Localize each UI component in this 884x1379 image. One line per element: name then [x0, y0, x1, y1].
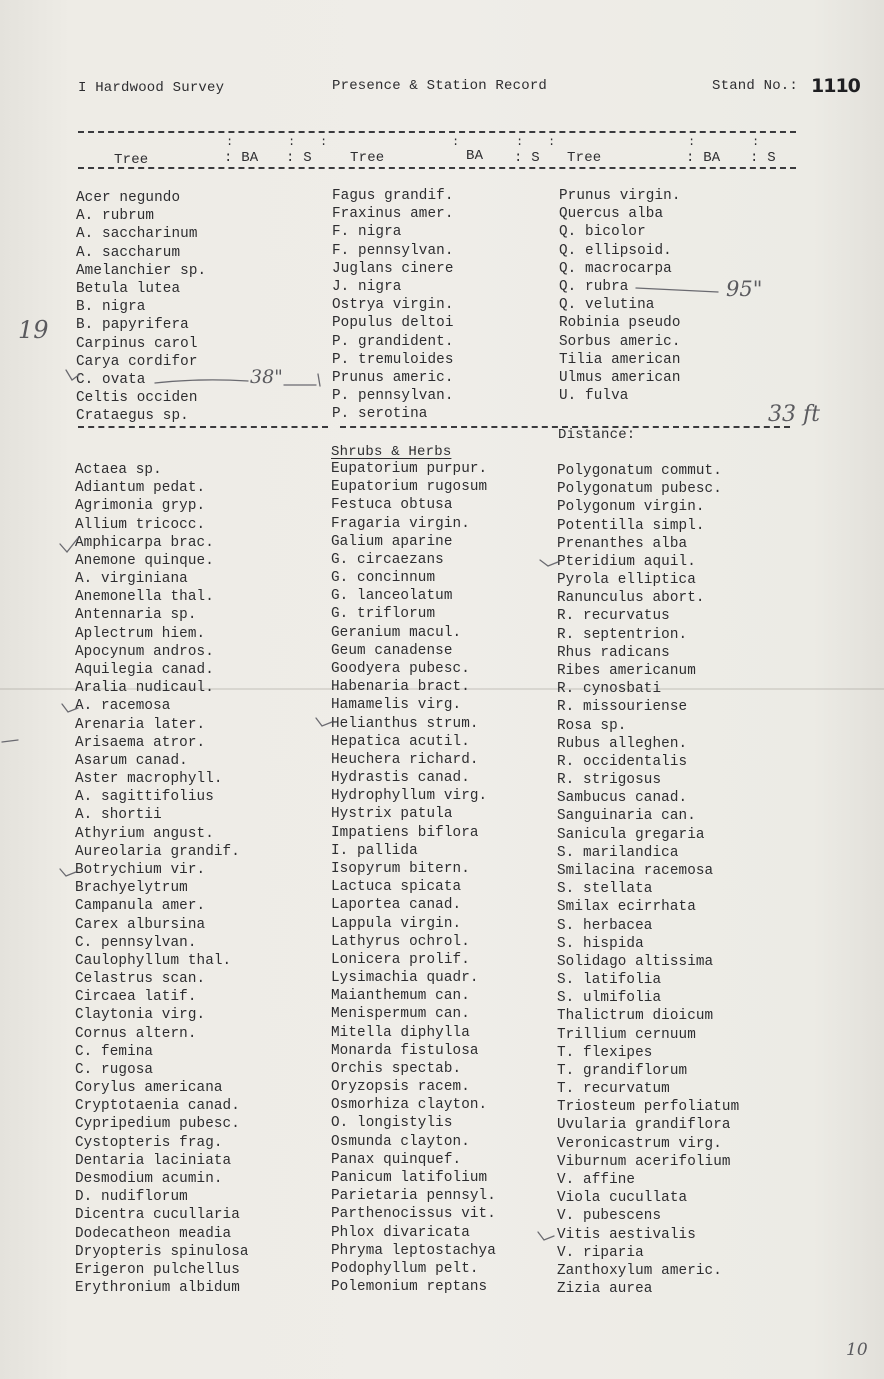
col-header-s: : S: [286, 150, 312, 166]
checkmark-icon: [60, 869, 76, 876]
list-item: R. cynosbati: [557, 681, 662, 698]
col-header-s: : S: [514, 150, 540, 166]
list-item: Hystrix patula: [331, 806, 453, 823]
list-item: Juglans cinere: [332, 260, 454, 277]
list-item: R. recurvatus: [557, 608, 670, 625]
list-item: Lathyrus ochrol.: [331, 933, 470, 950]
list-item: Lonicera prolif.: [331, 951, 470, 968]
list-item: Quercus alba: [559, 206, 664, 223]
list-item: Dryopteris spinulosa: [75, 1243, 249, 1260]
list-item: P. serotina: [332, 406, 428, 423]
list-item: Dicentra cucullaria: [75, 1207, 240, 1224]
list-item: Pteridium aquil.: [557, 553, 696, 570]
list-item: S. ulmifolia: [557, 990, 662, 1007]
col-header-tree: Tree: [350, 150, 385, 166]
checkmark-icon: [66, 370, 80, 380]
list-item: Desmodium acumin.: [75, 1171, 223, 1188]
list-item: Dentaria laciniata: [75, 1152, 232, 1169]
list-item: Parietaria pennsyl.: [331, 1188, 496, 1205]
list-item: Smilacina racemosa: [557, 862, 714, 879]
list-item: A. saccharinum: [76, 226, 198, 243]
list-item: Phlox divaricata: [331, 1224, 470, 1241]
list-item: Brachyelytrum: [75, 880, 188, 897]
list-item: A. saccharum: [76, 244, 181, 261]
list-item: Q. velutina: [559, 297, 655, 314]
list-item: Arenaria later.: [75, 716, 206, 733]
list-item: Sambucus canad.: [557, 790, 688, 807]
list-item: C. rugosa: [75, 1061, 154, 1078]
list-item: C. pennsylvan.: [75, 934, 197, 951]
list-item: Polygonatum pubesc.: [557, 481, 722, 498]
list-item: S. stellata: [557, 881, 653, 898]
list-item: Geum canadense: [331, 642, 453, 659]
list-item: T. grandiflorum: [557, 1062, 688, 1079]
list-item: Fragaria virgin.: [331, 515, 470, 532]
list-item: Celtis occiden: [76, 390, 198, 407]
col-header-ba: : BA: [224, 150, 259, 166]
list-item: Q. ellipsoid.: [559, 242, 672, 259]
list-item: A. racemosa: [75, 698, 171, 715]
list-item: Tilia american: [559, 351, 681, 368]
list-item: Polemonium reptans: [331, 1279, 488, 1296]
list-item: Viola cucullata: [557, 1190, 688, 1207]
list-item: Cystopteris frag.: [75, 1134, 223, 1151]
ovata-ba-note: 38": [250, 366, 283, 388]
list-item: Fagus grandif.: [332, 188, 454, 204]
list-item: Circaea latif.: [75, 989, 197, 1006]
list-item: Amphicarpa brac.: [75, 534, 214, 551]
list-item: Maianthemum can.: [331, 988, 470, 1005]
list-item: Sorbus americ.: [559, 333, 681, 350]
list-item: Q. macrocarpa: [559, 260, 672, 277]
list-item: Oryzopsis racem.: [331, 1079, 470, 1096]
rubra-ba-note: 95": [726, 277, 763, 301]
list-item: Polygonatum commut.: [557, 463, 722, 479]
list-item: Festuca obtusa: [331, 497, 453, 514]
list-item: Galium aparine: [331, 533, 453, 550]
list-item: R. occidentalis: [557, 753, 688, 770]
list-item: Mitella diphylla: [331, 1024, 470, 1041]
list-item: Anemonella thal.: [75, 589, 214, 606]
list-item: Erigeron pulchellus: [75, 1261, 240, 1278]
col-header-s: : S: [750, 150, 776, 166]
list-item: Celastrus scan.: [75, 971, 206, 988]
list-item: Laportea canad.: [331, 897, 462, 914]
list-item: Parthenocissus vit.: [331, 1206, 496, 1223]
col-sep: :: [320, 135, 328, 149]
list-item: Ulmus american: [559, 370, 681, 386]
list-item: Viburnum acerifolium: [557, 1153, 731, 1170]
list-item: S. herbacea: [557, 917, 653, 934]
list-item: P. pennsylvan.: [332, 388, 454, 405]
list-item: Veronicastrum virg.: [557, 1135, 722, 1152]
list-item: G. circaezans: [331, 551, 444, 568]
list-item: Fraxinus amer.: [332, 206, 454, 223]
list-item: Botrychium vir.: [75, 861, 206, 878]
stand-number: 1110: [811, 75, 860, 97]
list-item: Rhus radicans: [557, 644, 670, 661]
list-item: Aralia nudicaul.: [75, 680, 214, 697]
list-item: Allium tricocc.: [75, 516, 206, 533]
list-item: F. nigra: [332, 224, 402, 241]
list-item: S. hispida: [557, 935, 644, 952]
list-item: Apocynum andros.: [75, 643, 214, 660]
list-item: U. fulva: [559, 388, 629, 405]
list-item: Solidago altissima: [557, 953, 714, 970]
page-number-note: 10: [846, 1340, 868, 1360]
list-item: T. flexipes: [557, 1044, 653, 1061]
list-item: J. nigra: [332, 279, 402, 295]
list-item: Carex albursina: [75, 916, 206, 933]
list-item: Prunus americ.: [332, 370, 454, 386]
list-item: Hamamelis virg.: [331, 697, 462, 714]
list-item: Anemone quinque.: [75, 552, 214, 569]
list-item: Impatiens biflora: [331, 824, 479, 841]
list-item: C. femina: [75, 1043, 154, 1060]
list-item: Campanula amer.: [75, 898, 206, 915]
list-item: Cypripedium pubesc.: [75, 1116, 240, 1133]
list-item: Osmorhiza clayton.: [331, 1097, 488, 1114]
list-item: B. nigra: [76, 299, 146, 316]
list-item: Trillium cernuum: [557, 1026, 696, 1043]
col-header-tree: Tree: [567, 150, 602, 166]
list-item: Erythronium albidum: [75, 1280, 240, 1297]
list-item: A. virginiana: [75, 571, 188, 588]
list-item: P. grandident.: [332, 333, 454, 350]
list-item: Panicum latifolium: [331, 1170, 488, 1187]
list-item: Carpinus carol: [76, 335, 198, 352]
checkmark-icon: [60, 538, 78, 552]
col-sep: :: [548, 135, 556, 149]
list-item: P. tremuloides: [332, 351, 454, 368]
list-item: V. riparia: [557, 1244, 644, 1261]
shrubs-herbs-heading: Shrubs & Herbs: [331, 444, 452, 460]
list-item: Pyrola elliptica: [557, 572, 696, 589]
distance-label: Distance:: [558, 427, 636, 443]
list-item: Monarda fistulosa: [331, 1042, 479, 1059]
list-item: Hydrophyllum virg.: [331, 788, 488, 805]
list-item: Polygonum virgin.: [557, 499, 705, 516]
distance-note: 33 ft: [768, 402, 820, 427]
list-item: S. latifolia: [557, 972, 662, 989]
list-item: Phryma leptostachya: [331, 1242, 496, 1259]
list-item: Ostrya virgin.: [332, 297, 454, 314]
list-item: Triosteum perfoliatum: [557, 1099, 740, 1116]
list-item: F. pennsylvan.: [332, 242, 454, 259]
list-item: Robinia pseudo: [559, 315, 681, 332]
list-item: Sanicula gregaria: [557, 826, 705, 843]
list-item: Geranium macul.: [331, 624, 462, 641]
list-item: Lappula virgin.: [331, 915, 462, 932]
list-item: I. pallida: [331, 842, 418, 859]
checkmark-icon: [62, 704, 78, 712]
checkmark-icon: [316, 718, 332, 726]
list-item: O. longistylis: [331, 1115, 453, 1132]
list-item: Hepatica acutil.: [331, 733, 470, 750]
pencil-line: [636, 288, 718, 292]
list-item: Acer negundo: [76, 190, 181, 206]
pencil-line: [2, 740, 18, 742]
list-item: A. sagittifolius: [75, 789, 214, 806]
survey-title: I Hardwood Survey: [78, 80, 225, 96]
col-header-ba: BA: [466, 148, 484, 164]
list-item: G. concinnum: [331, 570, 436, 587]
list-item: Panax quinquef.: [331, 1151, 462, 1168]
list-item: Isopyrum bitern.: [331, 860, 470, 877]
col-header-tree: Tree: [114, 152, 149, 168]
list-item: Q. rubra: [559, 279, 629, 295]
list-item: Zanthoxylum americ.: [557, 1262, 722, 1279]
list-item: Potentilla simpl.: [557, 517, 705, 534]
list-item: T. recurvatum: [557, 1081, 670, 1098]
list-item: Zizia aurea: [557, 1281, 653, 1298]
list-item: Ranunculus abort.: [557, 590, 705, 607]
list-item: Corylus americana: [75, 1080, 223, 1097]
list-item: Osmunda clayton.: [331, 1133, 470, 1150]
margin-note-number: 19: [18, 316, 49, 344]
col-header-ba: : BA: [686, 150, 721, 166]
list-item: Vitis aestivalis: [557, 1226, 696, 1243]
list-item: A. shortii: [75, 807, 162, 824]
list-item: Carya cordifor: [76, 353, 198, 370]
list-item: Betula lutea: [76, 281, 181, 297]
list-item: Smilax ecirrhata: [557, 899, 696, 916]
record-title: Presence & Station Record: [332, 78, 548, 94]
pencil-line: [155, 380, 248, 383]
list-item: Heuchera richard.: [331, 751, 479, 768]
list-item: G. lanceolatum: [331, 588, 453, 605]
col-sep: :: [288, 135, 296, 149]
list-item: R. strigosus: [557, 772, 662, 789]
list-item: Lysimachia quadr.: [331, 970, 479, 987]
list-item: Actaea sp.: [75, 462, 162, 478]
list-item: Habenaria bract.: [331, 679, 470, 696]
list-item: Adiantum pedat.: [75, 480, 206, 497]
list-item: Cryptotaenia canad.: [75, 1098, 240, 1115]
col-sep: :: [516, 135, 524, 149]
pencil-line: [284, 374, 320, 386]
list-item: Eupatorium rugosum: [331, 479, 488, 496]
list-item: Eupatorium purpur.: [331, 461, 488, 477]
list-item: D. nudiflorum: [75, 1189, 188, 1206]
list-item: Antennaria sp.: [75, 607, 197, 624]
list-item: Claytonia virg.: [75, 1007, 206, 1024]
col-sep: :: [452, 135, 460, 149]
list-item: Hydrastis canad.: [331, 770, 470, 787]
list-item: S. marilandica: [557, 844, 679, 861]
list-item: V. pubescens: [557, 1208, 662, 1225]
stand-label: Stand No.:: [712, 78, 799, 94]
checkmark-icon: [538, 1232, 554, 1240]
list-item: Ribes americanum: [557, 662, 696, 679]
list-item: Dodecatheon meadia: [75, 1225, 232, 1242]
list-item: Orchis spectab.: [331, 1060, 462, 1077]
list-item: Prenanthes alba: [557, 535, 688, 552]
list-item: Sanguinaria can.: [557, 808, 696, 825]
list-item: Podophyllum pelt.: [331, 1260, 479, 1277]
list-item: Arisaema atror.: [75, 734, 206, 751]
list-item: V. affine: [557, 1172, 636, 1189]
list-item: Menispermum can.: [331, 1006, 470, 1023]
list-item: Agrimonia gryp.: [75, 498, 206, 515]
list-item: Rubus alleghen.: [557, 735, 688, 752]
list-item: Amelanchier sp.: [76, 262, 207, 279]
list-item: Aureolaria grandif.: [75, 843, 240, 860]
list-item: Crataegus sp.: [76, 408, 189, 425]
col-sep: :: [752, 135, 760, 149]
list-item: Aquilegia canad.: [75, 661, 214, 678]
list-item: Cornus altern.: [75, 1025, 197, 1042]
list-item: A. rubrum: [76, 208, 155, 225]
col-sep: :: [226, 135, 234, 149]
list-item: Prunus virgin.: [559, 188, 681, 204]
list-item: Helianthus strum.: [331, 715, 479, 732]
list-item: Athyrium angust.: [75, 825, 214, 842]
list-item: R. missouriense: [557, 699, 688, 716]
list-item: G. triflorum: [331, 606, 436, 623]
list-item: Goodyera pubesc.: [331, 660, 470, 677]
list-item: Asarum canad.: [75, 752, 188, 769]
list-item: Lactuca spicata: [331, 879, 462, 896]
list-item: Populus deltoi: [332, 315, 454, 332]
list-item: Aster macrophyll.: [75, 771, 223, 788]
list-item: C. ovata: [76, 372, 146, 388]
col-sep: :: [688, 135, 696, 149]
list-item: B. papyrifera: [76, 317, 189, 334]
checkmark-icon: [540, 560, 558, 566]
list-item: R. septentrion.: [557, 626, 688, 643]
list-item: Aplectrum hiem.: [75, 625, 206, 642]
list-item: Uvularia grandiflora: [557, 1117, 731, 1134]
list-item: Q. bicolor: [559, 224, 646, 241]
list-item: Rosa sp.: [557, 717, 627, 734]
list-item: Caulophyllum thal.: [75, 952, 232, 969]
list-item: Thalictrum dioicum: [557, 1008, 714, 1025]
